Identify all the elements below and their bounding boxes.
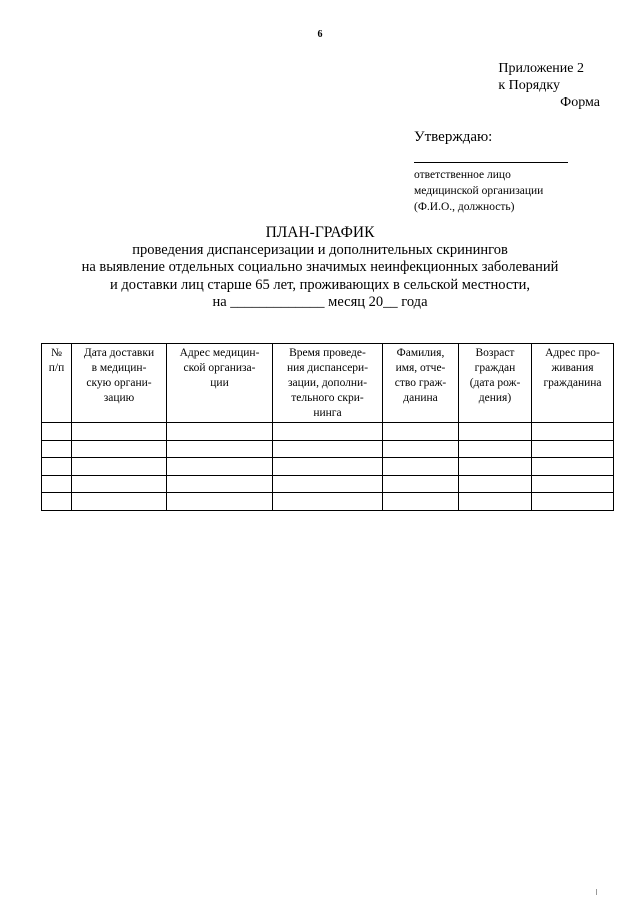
approval-block xyxy=(414,128,584,215)
column-header-line: скую органи- xyxy=(86,377,152,389)
approval-title: Утверждаю: xyxy=(414,129,493,145)
column-header-line: зации, дополни- xyxy=(287,377,368,389)
signature-line xyxy=(414,162,568,163)
table-cell[interactable] xyxy=(459,493,532,511)
column-header-line: дения) xyxy=(478,392,512,404)
column-header-line: ции xyxy=(210,377,229,389)
scan-mark xyxy=(596,889,597,895)
table-cell[interactable] xyxy=(532,475,614,493)
table-cell[interactable] xyxy=(459,475,532,493)
table-cell[interactable] xyxy=(42,493,72,511)
table-cell[interactable] xyxy=(532,458,614,476)
table-cell[interactable] xyxy=(273,475,383,493)
column-header-line: гражданина xyxy=(543,377,602,389)
table-row xyxy=(42,493,614,511)
approval-caption-line: (Ф.И.О., должность) xyxy=(414,201,515,213)
table-cell[interactable] xyxy=(167,475,273,493)
column-header-line: ство граж- xyxy=(394,377,447,389)
table-body xyxy=(42,423,614,511)
form-label: Форма xyxy=(560,95,600,110)
table-cell[interactable] xyxy=(532,493,614,511)
heading-line: на _____________ месяц 20__ года xyxy=(212,294,428,310)
table-cell[interactable] xyxy=(167,493,273,511)
table-cell[interactable] xyxy=(273,423,383,441)
table-cell[interactable] xyxy=(167,458,273,476)
table-cell[interactable] xyxy=(383,423,459,441)
column-header xyxy=(383,344,459,423)
heading-line: проведения диспансеризации и дополнительных скринингов xyxy=(132,241,508,258)
table-row xyxy=(42,475,614,493)
table-cell[interactable] xyxy=(72,458,167,476)
column-header-line: ния диспансери- xyxy=(286,362,369,374)
table-cell[interactable] xyxy=(72,475,167,493)
table-cell[interactable] xyxy=(167,440,273,458)
table-cell[interactable] xyxy=(459,423,532,441)
table-cell[interactable] xyxy=(383,440,459,458)
table-cell[interactable] xyxy=(273,458,383,476)
column-header xyxy=(459,344,532,423)
page-number: 6 xyxy=(317,29,323,40)
table-cell[interactable] xyxy=(72,423,167,441)
column-header-line: Дата доставки xyxy=(83,347,155,359)
table-cell[interactable] xyxy=(42,440,72,458)
table-cell[interactable] xyxy=(459,440,532,458)
column-header xyxy=(72,344,167,423)
column-header-line: № xyxy=(51,347,62,359)
table-row xyxy=(42,423,614,441)
column-header-line: имя, отче- xyxy=(395,362,446,374)
column-header-line: данина xyxy=(403,392,438,404)
column-header-line: Время проведе- xyxy=(289,347,366,359)
table-cell[interactable] xyxy=(42,458,72,476)
table-cell[interactable] xyxy=(532,440,614,458)
table-row xyxy=(42,458,614,476)
schedule-table xyxy=(41,343,614,511)
table-cell[interactable] xyxy=(459,458,532,476)
table-cell[interactable] xyxy=(383,475,459,493)
table-cell[interactable] xyxy=(42,475,72,493)
heading-line: и доставки лиц старше 65 лет, проживающих в сельской местности, xyxy=(110,276,530,293)
approval-caption-line: ответственное лицо xyxy=(414,169,511,181)
table-row xyxy=(42,440,614,458)
table-cell[interactable] xyxy=(72,493,167,511)
table-cell[interactable] xyxy=(532,423,614,441)
column-header-line: ской организа- xyxy=(183,362,256,374)
column-header-line: граждан xyxy=(474,362,516,374)
appendix-line-1: Приложение 2 xyxy=(498,61,584,76)
document-heading xyxy=(0,224,640,312)
table-header-row xyxy=(42,344,614,423)
table-cell[interactable] xyxy=(273,440,383,458)
column-header-line: Адрес про- xyxy=(545,347,600,359)
table-cell[interactable] xyxy=(273,493,383,511)
column-header-line: Адрес медицин- xyxy=(179,347,260,359)
column-header-line: тельного скри- xyxy=(291,392,364,404)
table-cell[interactable] xyxy=(42,423,72,441)
column-header-line: в медицин- xyxy=(91,362,147,374)
appendix-block xyxy=(498,60,600,111)
appendix-line-2: к Порядку xyxy=(498,78,560,93)
approval-caption xyxy=(414,167,584,215)
table-cell[interactable] xyxy=(72,440,167,458)
table-cell[interactable] xyxy=(383,493,459,511)
heading-line: на выявление отдельных социально значимых неинфекционных заболеваний xyxy=(81,259,559,275)
column-header xyxy=(42,344,72,423)
column-header xyxy=(167,344,273,423)
column-header-line: зацию xyxy=(103,392,135,404)
column-header-line: Фамилия, xyxy=(396,347,445,359)
column-header-line: живания xyxy=(551,362,594,374)
column-header xyxy=(532,344,614,423)
table-cell[interactable] xyxy=(383,458,459,476)
approval-caption-line: медицинской организации xyxy=(414,185,544,197)
column-header-line: п/п xyxy=(48,362,65,374)
document-title: ПЛАН-ГРАФИК xyxy=(265,224,375,241)
table-cell[interactable] xyxy=(167,423,273,441)
column-header-line: Возраст xyxy=(475,347,515,359)
column-header xyxy=(273,344,383,423)
column-header-line: нинга xyxy=(313,407,342,419)
column-header-line: (дата рож- xyxy=(469,377,521,389)
